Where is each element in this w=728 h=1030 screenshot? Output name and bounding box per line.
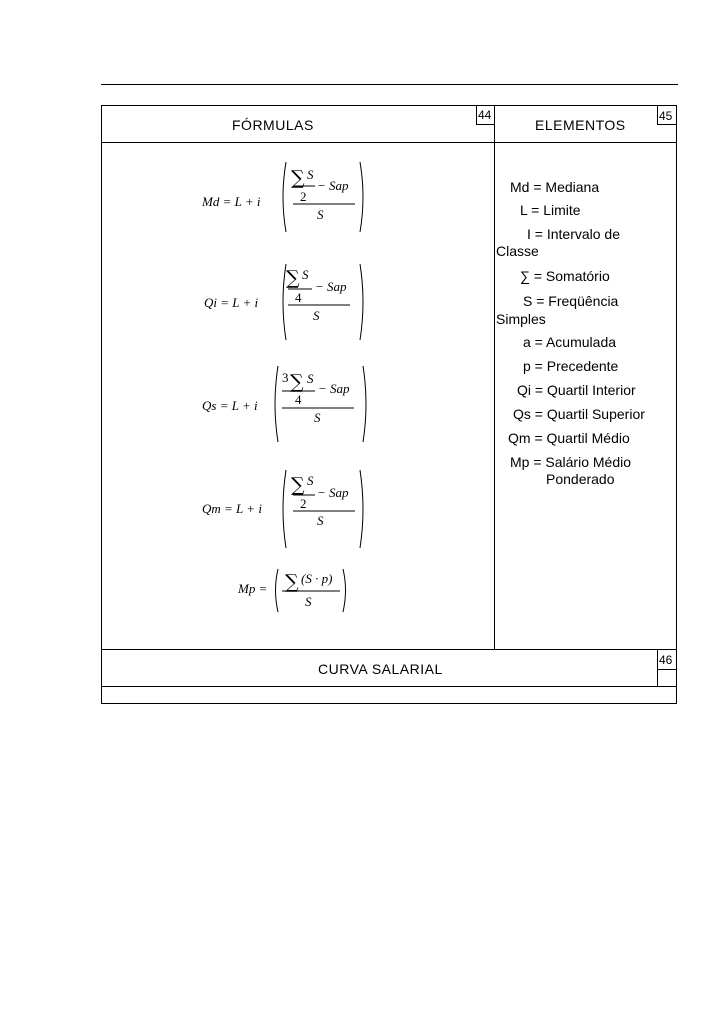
qi-formula-lhs: Qi = L + i <box>204 295 259 310</box>
element-i-line1: I = Intervalo de <box>527 226 621 242</box>
section-top-divider <box>102 649 676 650</box>
qi-sigma: ∑ <box>286 267 300 289</box>
formula-table <box>101 105 677 704</box>
qs-four: 4 <box>295 392 302 407</box>
page-45-box-bottom <box>657 124 676 125</box>
md-s-bottom: S <box>317 207 324 222</box>
section-bottom-divider <box>102 686 676 687</box>
element-sum: ∑ = Somatório <box>520 268 610 284</box>
qm-two: 2 <box>300 496 307 511</box>
qm-minus-sap: − Sap <box>317 485 349 500</box>
element-a: a = Acumulada <box>523 334 617 350</box>
page-45-box-left <box>657 106 658 124</box>
qi-minus-sap: − Sap <box>315 279 347 294</box>
md-minus-sap: − Sap <box>317 178 349 193</box>
qs-formula-lhs: Qs = L + i <box>202 398 258 413</box>
formulas-header: FÓRMULAS <box>232 117 314 133</box>
page-number-44: 44 <box>478 108 492 122</box>
md-two: 2 <box>300 189 307 204</box>
elements-header: ELEMENTOS <box>535 117 626 133</box>
qm-s-bottom: S <box>317 513 324 528</box>
page-number-46: 46 <box>659 653 673 667</box>
mp-formula-lhs: Mp = <box>238 581 268 596</box>
qm-sigma: ∑ <box>291 474 305 496</box>
element-md: Md = Mediana <box>510 179 600 195</box>
qi-four: 4 <box>295 290 302 305</box>
column-divider <box>494 106 495 649</box>
element-mp-line1: Mp = Salário Médio <box>510 454 632 470</box>
section-title: CURVA SALARIAL <box>318 661 443 677</box>
page-46-box-mid <box>657 669 676 670</box>
element-s-line2: Simples <box>496 311 546 327</box>
qs-s-bottom: S <box>314 410 321 425</box>
formulas-svg <box>102 106 492 647</box>
element-qi: Qi = Quartil Interior <box>517 382 636 398</box>
element-p: p = Precedente <box>523 358 619 374</box>
qm-s-top: S <box>307 473 314 488</box>
element-s-line1: S = Freqüência <box>523 293 619 309</box>
page-46-box-left <box>657 649 658 686</box>
qs-three: 3 <box>282 370 289 385</box>
md-s-top: S <box>307 167 314 182</box>
qs-s-top: S <box>307 371 314 386</box>
top-rule <box>101 84 678 85</box>
mp-numerator: (S · p) <box>301 571 333 586</box>
element-qs: Qs = Quartil Superior <box>513 406 645 422</box>
element-l: L = Limite <box>520 202 581 218</box>
qi-s-bottom: S <box>313 308 320 323</box>
qs-minus-sap: − Sap <box>318 381 350 396</box>
qi-s-top: S <box>302 267 309 282</box>
page-number-45: 45 <box>659 109 673 123</box>
md-formula-lhs: Md = L + i <box>202 194 261 209</box>
mp-sigma: ∑ <box>285 571 299 593</box>
qs-sigma: ∑ <box>290 371 304 393</box>
md-sigma: ∑ <box>291 167 305 189</box>
element-i-line2: Classe <box>496 243 539 259</box>
qm-formula-lhs: Qm = L + i <box>202 501 262 516</box>
element-mp-line2: Ponderado <box>546 471 615 487</box>
mp-s-bottom: S <box>305 594 312 609</box>
element-qm: Qm = Quartil Médio <box>508 430 630 446</box>
